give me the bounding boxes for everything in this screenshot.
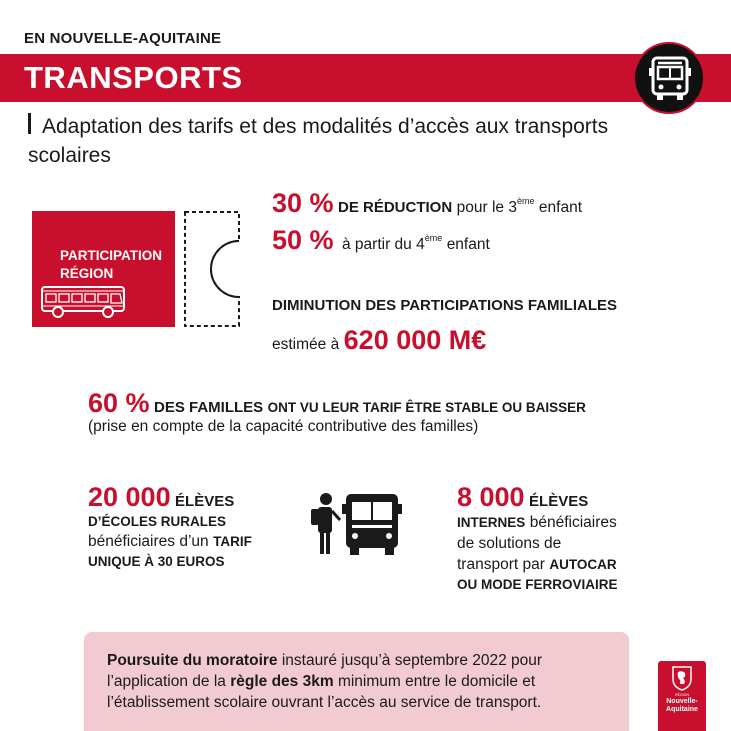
ticket-label (60, 247, 162, 283)
moratoire-line-3: l’établissement scolaire ouvrant l’accès au service de transport. (107, 694, 542, 711)
subtitle: Adaptation des tarifs et des modalités d’accès aux transports scolaires (28, 115, 609, 167)
internes-benefit: INTERNES bénéficiaires (457, 514, 617, 531)
ticket-stub (184, 211, 240, 327)
reduction-2: 50 % à partir du 4ème enfant (272, 225, 490, 255)
rural-benefit: bénéficiaires d’un TARIF (88, 533, 252, 550)
moratoire-line-2: l’application de la règle des 3km minimum entre le domicile et (107, 673, 536, 690)
ticket-line-1: PARTICIPATION (60, 248, 162, 263)
internes-solutions: de solutions de (457, 535, 562, 552)
bus-front-icon (633, 42, 705, 114)
kicker: EN NOUVELLE-AQUITAINE (24, 30, 222, 47)
diminution-title: DIMINUTION DES PARTICIPATIONS FAMILIALES (272, 297, 617, 314)
rural-stat: 20 000 ÉLÈVES (88, 482, 235, 512)
families-stat: 60 % DES FAMILLES ONT VU LEUR TARIF ÊTRE STABLE OU BAISSER (88, 388, 586, 418)
rural-schools: D’ÉCOLES RURALES (88, 514, 227, 529)
rural-tarif: UNIQUE À 30 EUROS (88, 554, 225, 569)
internes-mode: OU MODE FERROVIAIRE (457, 577, 618, 592)
internes-transport: transport par AUTOCAR (457, 556, 617, 573)
page-title: TRANSPORTS (24, 60, 243, 95)
logo-small: RÉGION (675, 693, 689, 697)
moratoire-text (107, 650, 617, 713)
internes-stat: 8 000 ÉLÈVES (457, 482, 589, 512)
reduction-1: 30 % DE RÉDUCTION pour le 3ème enfant (272, 188, 583, 218)
student-bus-icon (308, 490, 408, 558)
moratoire-line-1: Poursuite du moratoire instauré jusqu’à septembre 2022 pour (107, 652, 543, 669)
families-note: (prise en compte de la capacité contributive des familles) (88, 418, 479, 435)
lion-crest-icon (671, 665, 693, 691)
logo-name: Nouvelle- Aquitaine (666, 698, 698, 713)
bus-side-icon (40, 283, 128, 321)
diminution-amount-line: estimée à 620 000 M€ (272, 325, 487, 355)
ticket-line-2: RÉGION (60, 266, 114, 281)
